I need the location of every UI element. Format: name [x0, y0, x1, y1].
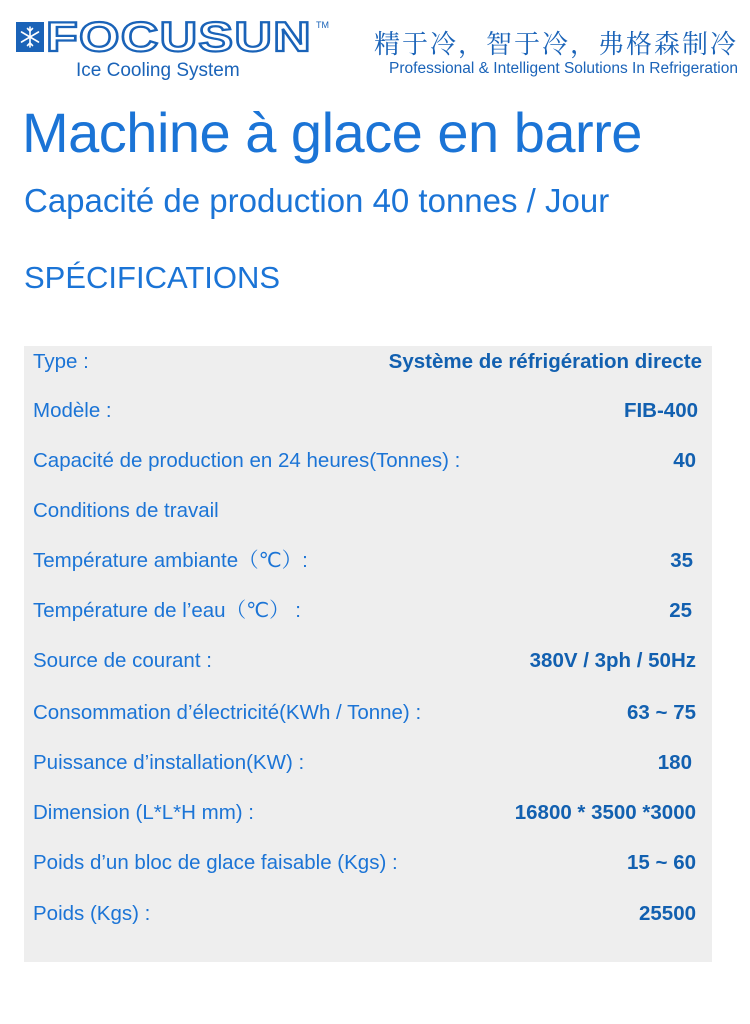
spec-value: Système de réfrigération directe	[388, 350, 702, 373]
spec-label: Consommation d’électricité(KWh / Tonne) :	[33, 701, 422, 724]
spec-row-water-temp	[24, 595, 712, 627]
spec-label: Poids (Kgs) :	[33, 902, 151, 925]
spec-value: 40	[673, 449, 696, 472]
spec-row-model	[24, 395, 712, 427]
spec-value: FIB-400	[623, 399, 698, 422]
spec-row-electricity-consumption	[24, 697, 712, 729]
spec-label: Capacité de production en 24 heures(Tonnes) :	[33, 449, 461, 472]
spec-row-weight	[24, 898, 712, 930]
brand-logo	[14, 16, 329, 86]
specifications-heading: SPÉCIFICATIONS	[24, 260, 281, 295]
spec-value: 35	[670, 549, 693, 572]
brand-name: FOCUSUN	[46, 16, 312, 60]
spec-label: Conditions de travail	[33, 499, 219, 522]
spec-row-dimension	[24, 797, 712, 829]
spec-label: Poids d’un bloc de glace faisable (Kgs) :	[33, 851, 398, 874]
spec-label: Modèle :	[33, 399, 112, 422]
spec-row-working-conditions	[24, 495, 712, 527]
spec-label: Puissance d’installation(KW) :	[33, 751, 305, 774]
spec-value: 16800 * 3500 *3000	[514, 801, 696, 824]
page-subtitle: Capacité de production 40 tonnes / Jour	[24, 182, 610, 219]
specifications-table	[24, 346, 712, 962]
spec-row-power-source	[24, 645, 712, 677]
spec-value: 25	[669, 599, 692, 622]
page-title: Machine à glace en barre	[22, 101, 642, 164]
spec-value: 380V / 3ph / 50Hz	[529, 649, 696, 672]
spec-value: 15 ~ 60	[627, 851, 696, 874]
spec-value: 63 ~ 75	[627, 701, 696, 724]
spec-row-capacity	[24, 445, 712, 477]
spec-label: Température ambiante（℃）:	[33, 549, 308, 572]
spec-label: Dimension (L*L*H mm) :	[33, 801, 254, 824]
trademark-mark: TM	[316, 20, 329, 30]
spec-value: 180	[657, 751, 692, 774]
focusun-wordmark	[14, 16, 314, 60]
spec-row-ambient-temp	[24, 545, 712, 577]
brand-subtitle: Ice Cooling System	[76, 60, 240, 81]
spec-row-installed-power	[24, 747, 712, 779]
spec-value: 25500	[638, 902, 696, 925]
slogan-chinese: 精于冷，智于冷，弗格森制冷	[373, 30, 738, 60]
spec-row-ice-block-weight	[24, 847, 712, 879]
spec-row-type	[24, 346, 712, 378]
spec-label: Type :	[33, 350, 89, 373]
spec-label: Source de courant :	[33, 649, 212, 672]
slogan-english: Professional & Intelligent Solutions In Refrigeration	[389, 60, 738, 77]
spec-label: Température de l’eau（℃） :	[33, 599, 302, 622]
